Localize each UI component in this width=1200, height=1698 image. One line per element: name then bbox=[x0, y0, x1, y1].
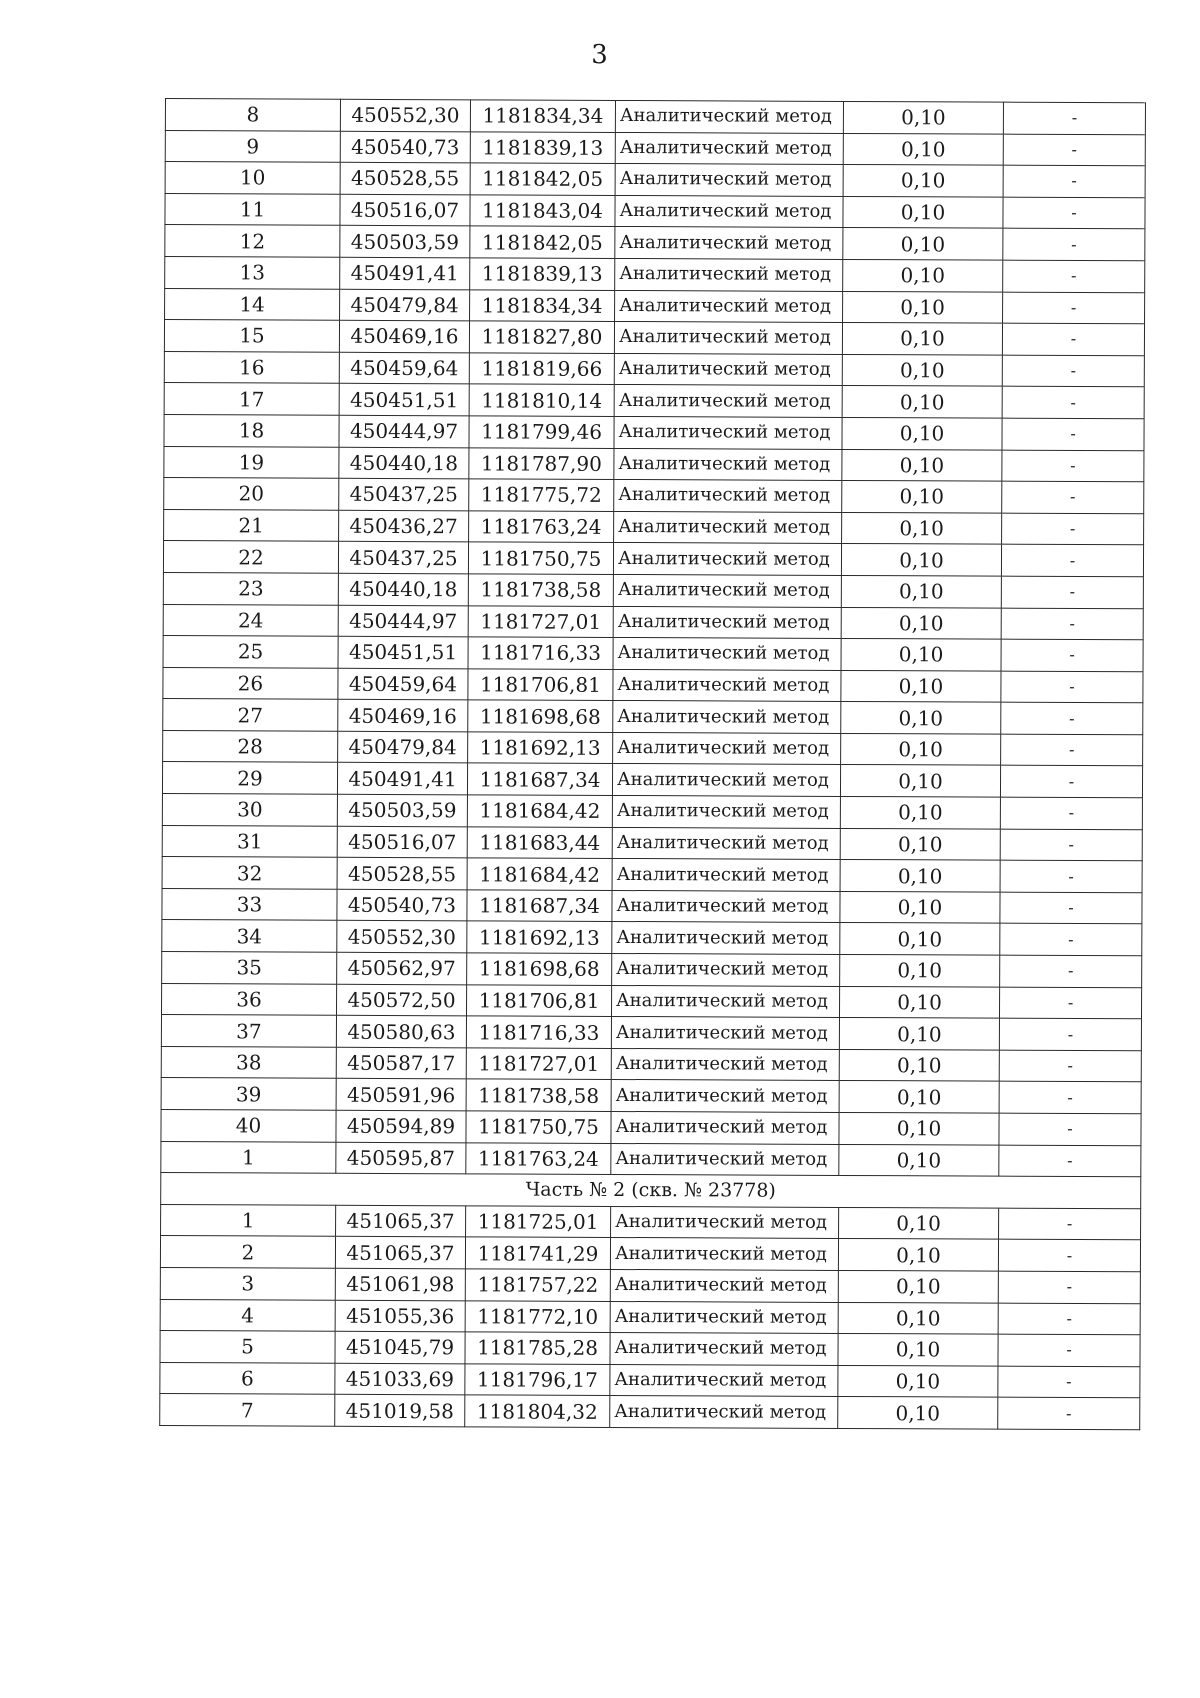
x-coordinate-cell: 450459,64 bbox=[339, 352, 469, 384]
note-cell: - bbox=[999, 1208, 1141, 1240]
point-number-cell: 11 bbox=[165, 193, 340, 225]
point-number-cell: 10 bbox=[165, 162, 340, 194]
method-cell: Аналитический метод bbox=[615, 132, 843, 165]
accuracy-cell: 0,10 bbox=[839, 1144, 999, 1176]
table-row bbox=[161, 1141, 1141, 1177]
accuracy-cell: 0,10 bbox=[839, 1049, 999, 1081]
point-number-cell: 13 bbox=[165, 256, 340, 288]
point-number-cell: 36 bbox=[162, 983, 337, 1015]
point-number-cell: 28 bbox=[163, 730, 338, 762]
y-coordinate-cell: 1181684,42 bbox=[467, 858, 612, 890]
method-cell: Аналитический метод bbox=[615, 100, 843, 133]
note-cell: - bbox=[1003, 260, 1145, 292]
method-cell: Аналитический метод bbox=[613, 701, 841, 734]
note-cell: - bbox=[1003, 292, 1145, 324]
method-cell: Аналитический метод bbox=[614, 511, 842, 544]
method-cell: Аналитический метод bbox=[611, 985, 839, 1018]
y-coordinate-cell: 1181834,34 bbox=[470, 100, 615, 132]
point-number-cell: 15 bbox=[164, 320, 339, 352]
note-cell: - bbox=[998, 1366, 1140, 1398]
accuracy-cell: 0,10 bbox=[838, 1270, 998, 1302]
x-coordinate-cell: 450469,16 bbox=[338, 700, 468, 732]
x-coordinate-cell: 450562,97 bbox=[337, 952, 467, 984]
point-number-cell: 25 bbox=[163, 636, 338, 668]
method-cell: Аналитический метод bbox=[613, 543, 841, 576]
method-cell: Аналитический метод bbox=[614, 416, 842, 449]
note-cell: - bbox=[1001, 544, 1143, 576]
x-coordinate-cell: 450479,84 bbox=[338, 731, 468, 763]
table-row bbox=[165, 193, 1145, 229]
y-coordinate-cell: 1181684,42 bbox=[467, 795, 612, 827]
y-coordinate-cell: 1181827,80 bbox=[469, 321, 614, 353]
y-coordinate-cell: 1181810,14 bbox=[469, 384, 614, 416]
note-cell: - bbox=[1000, 766, 1142, 798]
x-coordinate-cell: 450572,50 bbox=[336, 984, 466, 1016]
accuracy-cell: 0,10 bbox=[841, 702, 1001, 734]
y-coordinate-cell: 1181839,13 bbox=[470, 131, 615, 163]
y-coordinate-cell: 1181750,75 bbox=[466, 1111, 611, 1143]
y-coordinate-cell: 1181804,32 bbox=[465, 1395, 610, 1427]
table-row bbox=[164, 446, 1144, 482]
note-cell: - bbox=[1003, 165, 1145, 197]
accuracy-cell: 0,10 bbox=[841, 733, 1001, 765]
point-number-cell: 32 bbox=[162, 857, 337, 889]
y-coordinate-cell: 1181757,22 bbox=[465, 1269, 610, 1301]
table-row bbox=[161, 1078, 1141, 1114]
point-number-cell: 1 bbox=[161, 1141, 336, 1173]
y-coordinate-cell: 1181706,81 bbox=[468, 669, 613, 701]
method-cell: Аналитический метод bbox=[613, 638, 841, 671]
page-number: 3 bbox=[591, 40, 609, 70]
point-number-cell: 14 bbox=[165, 288, 340, 320]
accuracy-cell: 0,10 bbox=[839, 1112, 999, 1144]
y-coordinate-cell: 1181727,01 bbox=[466, 1048, 611, 1080]
point-number-cell: 7 bbox=[160, 1394, 335, 1426]
accuracy-cell: 0,10 bbox=[843, 196, 1003, 228]
y-coordinate-cell: 1181819,66 bbox=[469, 353, 614, 385]
y-coordinate-cell: 1181842,05 bbox=[470, 163, 615, 195]
note-cell: - bbox=[998, 1303, 1140, 1335]
y-coordinate-cell: 1181799,46 bbox=[469, 416, 614, 448]
accuracy-cell: 0,10 bbox=[840, 891, 1000, 923]
table-row bbox=[162, 888, 1142, 924]
y-coordinate-cell: 1181692,13 bbox=[467, 921, 612, 953]
table-row bbox=[165, 130, 1145, 166]
accuracy-cell: 0,10 bbox=[839, 1207, 999, 1239]
method-cell: Аналитический метод bbox=[612, 953, 840, 986]
point-number-cell: 34 bbox=[162, 920, 337, 952]
y-coordinate-cell: 1181834,34 bbox=[470, 289, 615, 321]
y-coordinate-cell: 1181716,33 bbox=[466, 1016, 611, 1048]
note-cell: - bbox=[999, 1050, 1141, 1082]
table-row bbox=[163, 572, 1143, 608]
method-cell: Аналитический метод bbox=[614, 353, 842, 386]
point-number-cell: 2 bbox=[160, 1236, 335, 1268]
y-coordinate-cell: 1181741,29 bbox=[465, 1237, 610, 1269]
x-coordinate-cell: 450594,89 bbox=[336, 1110, 466, 1142]
accuracy-cell: 0,10 bbox=[839, 1018, 999, 1050]
x-coordinate-cell: 451065,37 bbox=[336, 1205, 466, 1237]
method-cell: Аналитический метод bbox=[615, 195, 843, 228]
method-cell: Аналитический метод bbox=[611, 1143, 839, 1176]
note-cell: - bbox=[1000, 829, 1142, 861]
method-cell: Аналитический метод bbox=[613, 606, 841, 639]
y-coordinate-cell: 1181738,58 bbox=[466, 1079, 611, 1111]
table-row bbox=[161, 1046, 1141, 1082]
method-cell: Аналитический метод bbox=[614, 480, 842, 513]
x-coordinate-cell: 450437,25 bbox=[338, 542, 468, 574]
y-coordinate-cell: 1181706,81 bbox=[466, 984, 611, 1016]
accuracy-cell: 0,10 bbox=[839, 986, 999, 1018]
method-cell: Аналитический метод bbox=[611, 1080, 839, 1113]
y-coordinate-cell: 1181698,68 bbox=[467, 953, 612, 985]
note-cell: - bbox=[1003, 229, 1145, 261]
point-number-cell: 37 bbox=[161, 1015, 336, 1047]
x-coordinate-cell: 450516,07 bbox=[340, 194, 470, 226]
method-cell: Аналитический метод bbox=[615, 258, 843, 291]
table-row bbox=[165, 162, 1145, 198]
method-cell: Аналитический метод bbox=[612, 764, 840, 797]
x-coordinate-cell: 450591,96 bbox=[336, 1079, 466, 1111]
point-number-cell: 6 bbox=[160, 1362, 335, 1394]
x-coordinate-cell: 450451,51 bbox=[339, 384, 469, 416]
accuracy-cell: 0,10 bbox=[842, 354, 1002, 386]
point-number-cell: 30 bbox=[162, 794, 337, 826]
note-cell: - bbox=[998, 1240, 1140, 1272]
x-coordinate-cell: 450503,59 bbox=[337, 794, 467, 826]
table-row bbox=[160, 1236, 1140, 1272]
x-coordinate-cell: 451045,79 bbox=[335, 1331, 465, 1363]
table-row bbox=[164, 383, 1144, 419]
point-number-cell: 5 bbox=[160, 1331, 335, 1363]
part-heading: Часть № 2 (скв. № 23778) bbox=[161, 1173, 1141, 1209]
point-number-cell: 38 bbox=[161, 1046, 336, 1078]
point-number-cell: 1 bbox=[161, 1204, 336, 1236]
accuracy-cell: 0,10 bbox=[842, 323, 1002, 355]
table-row bbox=[165, 288, 1145, 324]
note-cell: - bbox=[1001, 608, 1143, 640]
accuracy-cell: 0,10 bbox=[838, 1365, 998, 1397]
y-coordinate-cell: 1181725,01 bbox=[466, 1206, 611, 1238]
table-row bbox=[162, 762, 1142, 798]
table-row bbox=[165, 256, 1145, 292]
y-coordinate-cell: 1181683,44 bbox=[467, 826, 612, 858]
method-cell: Аналитический метод bbox=[612, 922, 840, 955]
point-number-cell: 16 bbox=[164, 351, 339, 383]
note-cell: - bbox=[998, 1334, 1140, 1366]
point-number-cell: 4 bbox=[160, 1299, 335, 1331]
accuracy-cell: 0,10 bbox=[841, 575, 1001, 607]
note-cell: - bbox=[1000, 955, 1142, 987]
table-row bbox=[163, 604, 1143, 640]
x-coordinate-cell: 450491,41 bbox=[340, 257, 470, 289]
method-cell: Аналитический метод bbox=[610, 1269, 838, 1302]
y-coordinate-cell: 1181716,33 bbox=[468, 637, 613, 669]
note-cell: - bbox=[1002, 481, 1144, 513]
point-number-cell: 26 bbox=[163, 667, 338, 699]
method-cell: Аналитический метод bbox=[615, 227, 843, 260]
x-coordinate-cell: 450540,73 bbox=[337, 889, 467, 921]
accuracy-cell: 0,10 bbox=[840, 860, 1000, 892]
table-row bbox=[165, 99, 1145, 135]
x-coordinate-cell: 450528,55 bbox=[337, 858, 467, 890]
y-coordinate-cell: 1181750,75 bbox=[468, 542, 613, 574]
table-row bbox=[161, 1015, 1141, 1051]
x-coordinate-cell: 450516,07 bbox=[337, 826, 467, 858]
note-cell: - bbox=[1002, 355, 1144, 387]
note-cell: - bbox=[1003, 197, 1145, 229]
note-cell: - bbox=[1002, 513, 1144, 545]
method-cell: Аналитический метод bbox=[610, 1301, 838, 1334]
accuracy-cell: 0,10 bbox=[840, 765, 1000, 797]
x-coordinate-cell: 450580,63 bbox=[336, 1015, 466, 1047]
x-coordinate-cell: 450528,55 bbox=[340, 162, 470, 194]
note-cell: - bbox=[998, 1397, 1140, 1429]
y-coordinate-cell: 1181738,58 bbox=[468, 574, 613, 606]
accuracy-cell: 0,10 bbox=[840, 797, 1000, 829]
method-cell: Аналитический метод bbox=[610, 1333, 838, 1366]
accuracy-cell: 0,10 bbox=[838, 1397, 998, 1429]
x-coordinate-cell: 450587,17 bbox=[336, 1047, 466, 1079]
y-coordinate-cell: 1181727,01 bbox=[468, 605, 613, 637]
note-cell: - bbox=[1000, 892, 1142, 924]
x-coordinate-cell: 450436,27 bbox=[339, 510, 469, 542]
x-coordinate-cell: 450503,59 bbox=[340, 226, 470, 258]
table-row bbox=[163, 730, 1143, 766]
x-coordinate-cell: 451065,37 bbox=[335, 1237, 465, 1269]
coordinates-table bbox=[159, 98, 1146, 1430]
y-coordinate-cell: 1181775,72 bbox=[469, 479, 614, 511]
x-coordinate-cell: 450491,41 bbox=[337, 763, 467, 795]
accuracy-cell: 0,10 bbox=[842, 481, 1002, 513]
note-cell: - bbox=[1001, 702, 1143, 734]
accuracy-cell: 0,10 bbox=[841, 639, 1001, 671]
x-coordinate-cell: 450479,84 bbox=[340, 289, 470, 321]
method-cell: Аналитический метод bbox=[613, 574, 841, 607]
table-row bbox=[162, 983, 1142, 1019]
method-cell: Аналитический метод bbox=[610, 1396, 838, 1429]
y-coordinate-cell: 1181763,24 bbox=[469, 511, 614, 543]
accuracy-cell: 0,10 bbox=[838, 1334, 998, 1366]
table-row bbox=[160, 1299, 1140, 1335]
point-number-cell: 33 bbox=[162, 888, 337, 920]
point-number-cell: 17 bbox=[164, 383, 339, 415]
table-row bbox=[164, 320, 1144, 356]
point-number-cell: 21 bbox=[164, 509, 339, 541]
table-row bbox=[164, 351, 1144, 387]
accuracy-cell: 0,10 bbox=[842, 417, 1002, 449]
x-coordinate-cell: 450552,30 bbox=[340, 99, 470, 131]
point-number-cell: 19 bbox=[164, 446, 339, 478]
point-number-cell: 39 bbox=[161, 1078, 336, 1110]
part-heading-row bbox=[161, 1173, 1141, 1209]
method-cell: Аналитический метод bbox=[610, 1238, 838, 1271]
table-row bbox=[165, 225, 1145, 261]
accuracy-cell: 0,10 bbox=[840, 954, 1000, 986]
x-coordinate-cell: 451061,98 bbox=[335, 1268, 465, 1300]
table-row bbox=[162, 794, 1142, 830]
note-cell: - bbox=[1001, 671, 1143, 703]
accuracy-cell: 0,10 bbox=[843, 165, 1003, 197]
note-cell: - bbox=[1002, 450, 1144, 482]
y-coordinate-cell: 1181698,68 bbox=[468, 700, 613, 732]
accuracy-cell: 0,10 bbox=[843, 133, 1003, 165]
note-cell: - bbox=[999, 1145, 1141, 1177]
accuracy-cell: 0,10 bbox=[843, 291, 1003, 323]
y-coordinate-cell: 1181787,90 bbox=[469, 447, 614, 479]
note-cell: - bbox=[1003, 102, 1145, 134]
note-cell: - bbox=[1000, 860, 1142, 892]
x-coordinate-cell: 450469,16 bbox=[339, 320, 469, 352]
method-cell: Аналитический метод bbox=[614, 322, 842, 355]
coordinates-table-body bbox=[160, 99, 1146, 1430]
method-cell: Аналитический метод bbox=[615, 164, 843, 197]
table-row bbox=[162, 857, 1142, 893]
x-coordinate-cell: 451019,58 bbox=[335, 1395, 465, 1427]
y-coordinate-cell: 1181842,05 bbox=[470, 226, 615, 258]
x-coordinate-cell: 450437,25 bbox=[339, 478, 469, 510]
x-coordinate-cell: 450440,18 bbox=[339, 447, 469, 479]
point-number-cell: 27 bbox=[163, 699, 338, 731]
note-cell: - bbox=[1001, 576, 1143, 608]
note-cell: - bbox=[1003, 134, 1145, 166]
y-coordinate-cell: 1181763,24 bbox=[466, 1142, 611, 1174]
y-coordinate-cell: 1181692,13 bbox=[468, 732, 613, 764]
x-coordinate-cell: 450444,97 bbox=[338, 605, 468, 637]
y-coordinate-cell: 1181843,04 bbox=[470, 195, 615, 227]
x-coordinate-cell: 450459,64 bbox=[338, 668, 468, 700]
table-row bbox=[160, 1394, 1140, 1430]
table-row bbox=[162, 952, 1142, 988]
accuracy-cell: 0,10 bbox=[840, 828, 1000, 860]
table-row bbox=[160, 1362, 1140, 1398]
x-coordinate-cell: 450451,51 bbox=[338, 636, 468, 668]
table-row bbox=[163, 636, 1143, 672]
y-coordinate-cell: 1181785,28 bbox=[465, 1332, 610, 1364]
accuracy-cell: 0,10 bbox=[843, 259, 1003, 291]
table-row bbox=[164, 478, 1144, 514]
note-cell: - bbox=[999, 1082, 1141, 1114]
note-cell: - bbox=[1002, 418, 1144, 450]
table-row bbox=[162, 825, 1142, 861]
x-coordinate-cell: 450552,30 bbox=[337, 921, 467, 953]
note-cell: - bbox=[999, 1113, 1141, 1145]
method-cell: Аналитический метод bbox=[615, 290, 843, 323]
method-cell: Аналитический метод bbox=[611, 1111, 839, 1144]
accuracy-cell: 0,10 bbox=[841, 670, 1001, 702]
note-cell: - bbox=[1001, 639, 1143, 671]
table-row bbox=[163, 541, 1143, 577]
method-cell: Аналитический метод bbox=[614, 448, 842, 481]
note-cell: - bbox=[998, 1271, 1140, 1303]
note-cell: - bbox=[999, 1018, 1141, 1050]
accuracy-cell: 0,10 bbox=[842, 386, 1002, 418]
accuracy-cell: 0,10 bbox=[839, 1081, 999, 1113]
x-coordinate-cell: 450440,18 bbox=[338, 573, 468, 605]
table-row bbox=[161, 1109, 1141, 1145]
accuracy-cell: 0,10 bbox=[840, 923, 1000, 955]
note-cell: - bbox=[1002, 386, 1144, 418]
y-coordinate-cell: 1181687,34 bbox=[467, 890, 612, 922]
point-number-cell: 3 bbox=[160, 1267, 335, 1299]
table-row bbox=[163, 667, 1143, 703]
point-number-cell: 40 bbox=[161, 1109, 336, 1141]
table-row bbox=[160, 1331, 1140, 1367]
point-number-cell: 35 bbox=[162, 952, 337, 984]
table-row bbox=[160, 1267, 1140, 1303]
method-cell: Аналитический метод bbox=[612, 827, 840, 860]
point-number-cell: 31 bbox=[162, 825, 337, 857]
table-row bbox=[163, 699, 1143, 735]
x-coordinate-cell: 450444,97 bbox=[339, 415, 469, 447]
point-number-cell: 23 bbox=[163, 572, 338, 604]
accuracy-cell: 0,10 bbox=[843, 101, 1003, 133]
method-cell: Аналитический метод bbox=[612, 796, 840, 829]
point-number-cell: 12 bbox=[165, 225, 340, 257]
method-cell: Аналитический метод bbox=[614, 385, 842, 418]
note-cell: - bbox=[1000, 797, 1142, 829]
x-coordinate-cell: 450595,87 bbox=[336, 1142, 466, 1174]
y-coordinate-cell: 1181839,13 bbox=[470, 258, 615, 290]
y-coordinate-cell: 1181687,34 bbox=[467, 763, 612, 795]
accuracy-cell: 0,10 bbox=[838, 1302, 998, 1334]
note-cell: - bbox=[999, 987, 1141, 1019]
point-number-cell: 29 bbox=[162, 762, 337, 794]
table-row bbox=[161, 1204, 1141, 1240]
note-cell: - bbox=[1001, 734, 1143, 766]
point-number-cell: 24 bbox=[163, 604, 338, 636]
method-cell: Аналитический метод bbox=[612, 890, 840, 923]
note-cell: - bbox=[1000, 924, 1142, 956]
point-number-cell: 8 bbox=[165, 99, 340, 131]
accuracy-cell: 0,10 bbox=[841, 607, 1001, 639]
method-cell: Аналитический метод bbox=[610, 1364, 838, 1397]
accuracy-cell: 0,10 bbox=[842, 512, 1002, 544]
point-number-cell: 18 bbox=[164, 414, 339, 446]
x-coordinate-cell: 451033,69 bbox=[335, 1363, 465, 1395]
y-coordinate-cell: 1181796,17 bbox=[465, 1364, 610, 1396]
table-row bbox=[164, 414, 1144, 450]
table-row bbox=[162, 920, 1142, 956]
method-cell: Аналитический метод bbox=[611, 1206, 839, 1239]
point-number-cell: 9 bbox=[165, 130, 340, 162]
method-cell: Аналитический метод bbox=[613, 732, 841, 765]
accuracy-cell: 0,10 bbox=[841, 544, 1001, 576]
x-coordinate-cell: 451055,36 bbox=[335, 1300, 465, 1332]
point-number-cell: 20 bbox=[164, 478, 339, 510]
table-row bbox=[164, 509, 1144, 545]
note-cell: - bbox=[1002, 323, 1144, 355]
point-number-cell: 22 bbox=[163, 541, 338, 573]
y-coordinate-cell: 1181772,10 bbox=[465, 1300, 610, 1332]
accuracy-cell: 0,10 bbox=[838, 1239, 998, 1271]
accuracy-cell: 0,10 bbox=[843, 228, 1003, 260]
method-cell: Аналитический метод bbox=[611, 1048, 839, 1081]
method-cell: Аналитический метод bbox=[611, 1017, 839, 1050]
method-cell: Аналитический метод bbox=[613, 669, 841, 702]
x-coordinate-cell: 450540,73 bbox=[340, 131, 470, 163]
accuracy-cell: 0,10 bbox=[842, 449, 1002, 481]
method-cell: Аналитический метод bbox=[612, 859, 840, 892]
